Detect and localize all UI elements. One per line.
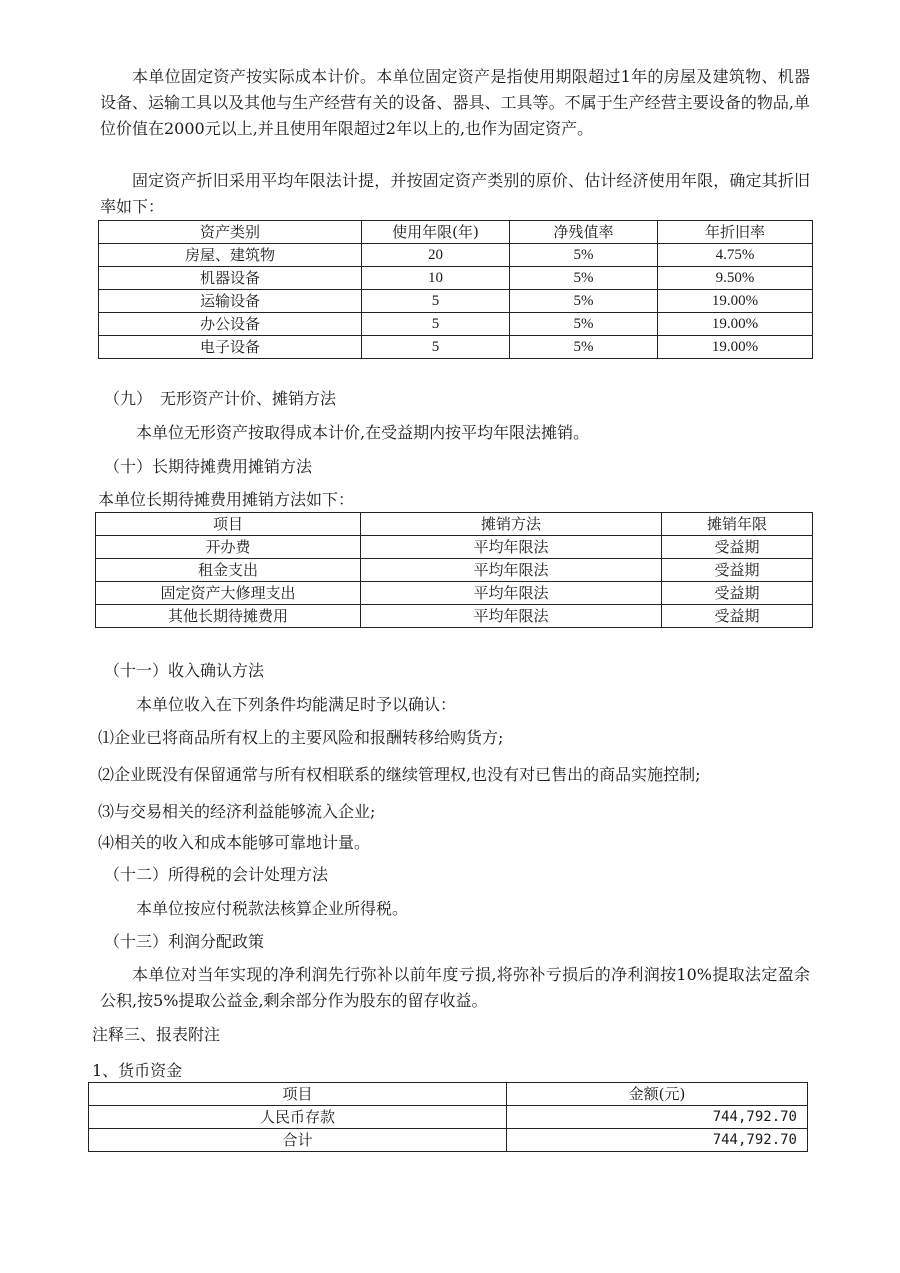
table-cell: 合计 [89, 1129, 507, 1152]
header-cell: 摊销年限 [662, 513, 813, 536]
table-header-row [99, 221, 813, 244]
table-cell: 5% [510, 290, 658, 313]
table-row [96, 559, 813, 582]
table-header-row [89, 1083, 808, 1106]
depreciation-table [98, 220, 813, 359]
section-body-10: 本单位长期待摊费用摊销方法如下： [98, 490, 355, 509]
table-row [96, 582, 813, 605]
section-heading-11: （十一）收入确认方法 [104, 661, 265, 680]
table-cell: 电子设备 [99, 336, 362, 359]
table-cell: 9.50% [658, 267, 813, 290]
table-row [99, 336, 813, 359]
table-cell: 744,792.70 [507, 1106, 808, 1129]
section-body-9: 本单位无形资产按取得成本计价,在受益期内按平均年限法摊销。 [136, 423, 590, 442]
list-item: ⑶与交易相关的经济利益能够流入企业; [98, 802, 376, 821]
fixed-assets-paragraph: 本单位固定资产按实际成本计价。本单位固定资产是指使用期限超过1年的房屋及建筑物、机器设备、运输工具以及其他与生产经营有关的设备、器具、工具等。不属于生产经营主要设备的物品,单位价值在2000元以上,并且使用年限超过2年以上的,也作为固定资产。 [100, 67, 810, 138]
cash-table [88, 1082, 808, 1152]
notes-subheading: 1、货币资金 [92, 1061, 183, 1080]
notes-heading: 注释三、报表附注 [92, 1025, 221, 1044]
list-item: ⑴企业已将商品所有权上的主要风险和报酬转移给购货方; [98, 728, 504, 747]
section-body-11: 本单位收入在下列条件均能满足时予以确认： [136, 695, 457, 714]
table-cell: 5% [510, 336, 658, 359]
table-cell: 办公设备 [99, 313, 362, 336]
table-cell: 平均年限法 [361, 605, 662, 628]
section-heading-9: （九） 无形资产计价、摊销方法 [104, 389, 337, 408]
table-cell: 5 [362, 336, 510, 359]
table-cell: 固定资产大修理支出 [96, 582, 361, 605]
list-item: ⑷相关的收入和成本能够可靠地计量。 [98, 833, 371, 852]
table-cell: 744,792.70 [507, 1129, 808, 1152]
table-cell: 5% [510, 244, 658, 267]
table-cell: 其他长期待摊费用 [96, 605, 361, 628]
table-cell: 受益期 [662, 559, 813, 582]
table-row [89, 1106, 808, 1129]
section-heading-12: （十二）所得税的会计处理方法 [104, 865, 329, 884]
table-row [99, 313, 813, 336]
header-cell: 金额(元) [507, 1083, 808, 1106]
header-cell: 净残值率 [510, 221, 658, 244]
depreciation-paragraph: 固定资产折旧采用平均年限法计提，并按固定资产类别的原价、估计经济使用年限，确定其折旧率如下： [100, 171, 810, 216]
table-row [96, 605, 813, 628]
table-row [99, 244, 813, 267]
table-cell: 19.00% [658, 336, 813, 359]
table-cell: 受益期 [662, 536, 813, 559]
section-body-13: 本单位对当年实现的净利润先行弥补以前年度亏损,将弥补亏损后的净利润按10%提取法定盈余公积,按5%提取公益金,剩余部分作为股东的留存收益。 [100, 965, 810, 1010]
section-body-12: 本单位按应付税款法核算企业所得税。 [136, 899, 409, 918]
table-cell: 5% [510, 313, 658, 336]
table-cell: 受益期 [662, 582, 813, 605]
table-cell: 19.00% [658, 313, 813, 336]
table-cell: 人民币存款 [89, 1106, 507, 1129]
header-cell: 资产类别 [99, 221, 362, 244]
header-cell: 项目 [89, 1083, 507, 1106]
table-cell: 房屋、建筑物 [99, 244, 362, 267]
table-header-row [96, 513, 813, 536]
table-cell: 平均年限法 [361, 536, 662, 559]
table-cell: 受益期 [662, 605, 813, 628]
table-cell: 10 [362, 267, 510, 290]
table-cell: 4.75% [658, 244, 813, 267]
table-cell: 平均年限法 [361, 582, 662, 605]
table-cell: 5 [362, 290, 510, 313]
header-cell: 项目 [96, 513, 361, 536]
section-heading-10: （十）长期待摊费用摊销方法 [104, 457, 313, 476]
table-row [99, 267, 813, 290]
table-row [89, 1129, 808, 1152]
amortization-table [95, 512, 813, 628]
table-row [96, 536, 813, 559]
table-cell: 20 [362, 244, 510, 267]
table-cell: 机器设备 [99, 267, 362, 290]
table-cell: 5 [362, 313, 510, 336]
table-cell: 开办费 [96, 536, 361, 559]
table-cell: 运输设备 [99, 290, 362, 313]
table-cell: 5% [510, 267, 658, 290]
header-cell: 使用年限(年) [362, 221, 510, 244]
table-cell: 19.00% [658, 290, 813, 313]
table-cell: 平均年限法 [361, 559, 662, 582]
header-cell: 摊销方法 [361, 513, 662, 536]
table-cell: 租金支出 [96, 559, 361, 582]
header-cell: 年折旧率 [658, 221, 813, 244]
list-item: ⑵企业既没有保留通常与所有权相联系的继续管理权,也没有对已售出的商品实施控制; [98, 765, 701, 784]
table-row [99, 290, 813, 313]
section-heading-13: （十三）利润分配政策 [104, 932, 265, 951]
